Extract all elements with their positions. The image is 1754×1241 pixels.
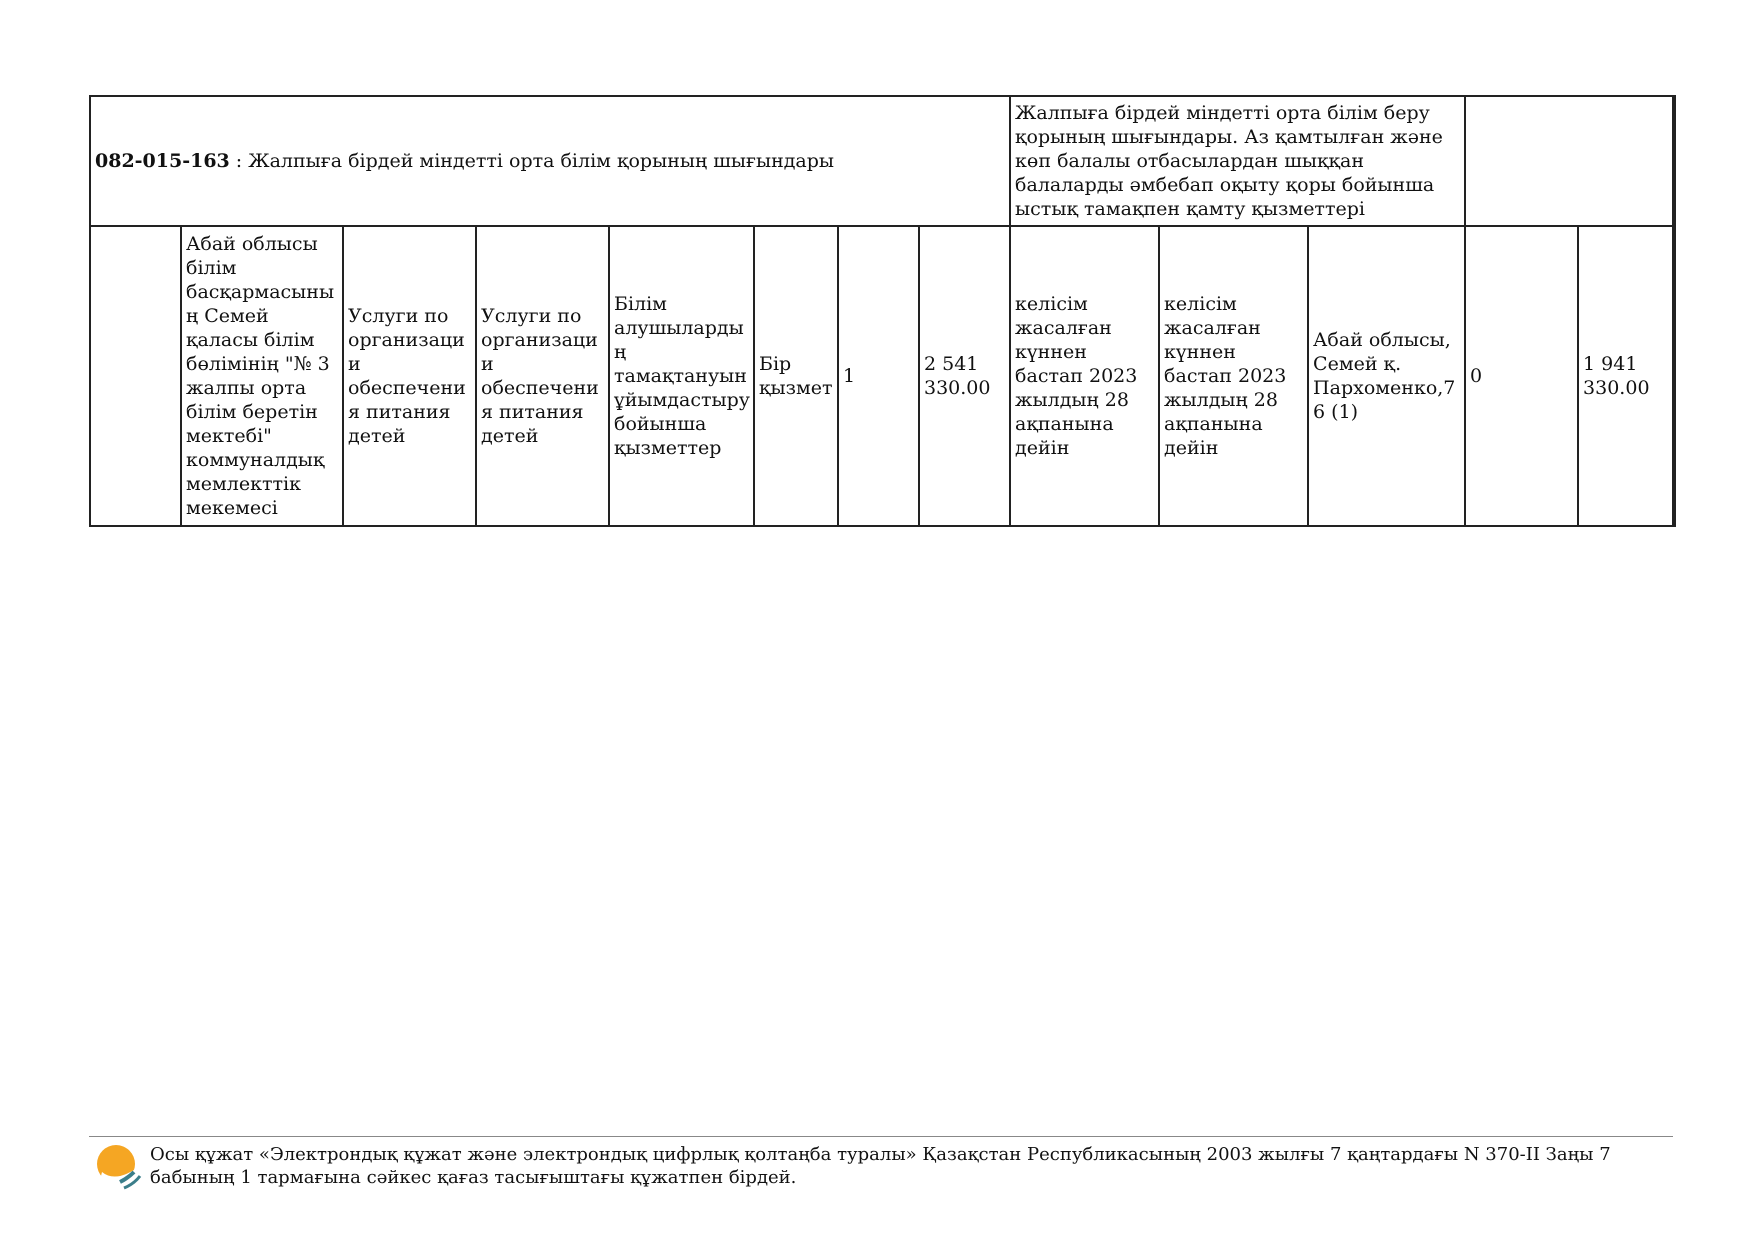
name-ru-cell: Услуги по организации обеспечения питания детей xyxy=(343,226,476,526)
location-cell: Абай облысы, Семей қ. Пархоменко,76 (1) xyxy=(1308,226,1465,526)
table-header-row xyxy=(90,96,1674,226)
name-ru-short-cell: Услуги по организации обеспечения питания детей xyxy=(476,226,609,526)
unit-cell: Бір қызмет xyxy=(754,226,838,526)
e-gov-sun-logo-icon xyxy=(94,1142,142,1190)
procurement-table xyxy=(89,95,1676,527)
advance-cell: 0 xyxy=(1465,226,1578,526)
characteristic-cell: Білім алушылардың тамақтануын ұйымдастыру бойынша қызметтер xyxy=(609,226,754,526)
delivery-term-cell: келісім жасалған күннен бастап 2023 жылдың 28 ақпанына дейін xyxy=(1010,226,1159,526)
row-number-cell xyxy=(90,226,181,526)
budget-program-cell xyxy=(90,96,1010,226)
budget-code: 082-015-163 xyxy=(95,150,230,172)
legal-notice: Осы құжат «Электрондық құжат және электрондық цифрлық қолтаңба туралы» Қазақстан Республикасының 2003 жылғы 7 қаңтардағы N 370-II Заңы 7 бабының 1 тармағына сәйкес қағаз тасығыштағы құжатпен бірдей. xyxy=(150,1144,1611,1188)
price-cell: 2 541 330.00 xyxy=(919,226,1010,526)
table-row xyxy=(90,226,1674,526)
service-term-cell: келісім жасалған күннен бастап 2023 жылдың 28 ақпанына дейін xyxy=(1159,226,1308,526)
customer-cell: Абай облысы білім басқармасының Семей қаласы білім бөлімінің "№ 3 жалпы орта білім беретін мектебі" коммуналдық мемлекттік мекемесі xyxy=(181,226,343,526)
header-empty-cell xyxy=(1465,96,1674,226)
program-description: Жалпыға бірдей міндетті орта білім беру қорының шығындары. Аз қамтылған және көп балалы отбасылардан шыққан балаларды әмбебап оқыту қоры бойынша ыстық тамақпен қамту қызметтері xyxy=(1010,96,1465,226)
quantity-cell: 1 xyxy=(838,226,919,526)
budget-code-title: : Жалпыға бірдей міндетті орта білім қорының шығындары xyxy=(229,150,835,172)
total-cell: 1 941 330.00 xyxy=(1578,226,1674,526)
document-footer xyxy=(89,1136,1673,1188)
